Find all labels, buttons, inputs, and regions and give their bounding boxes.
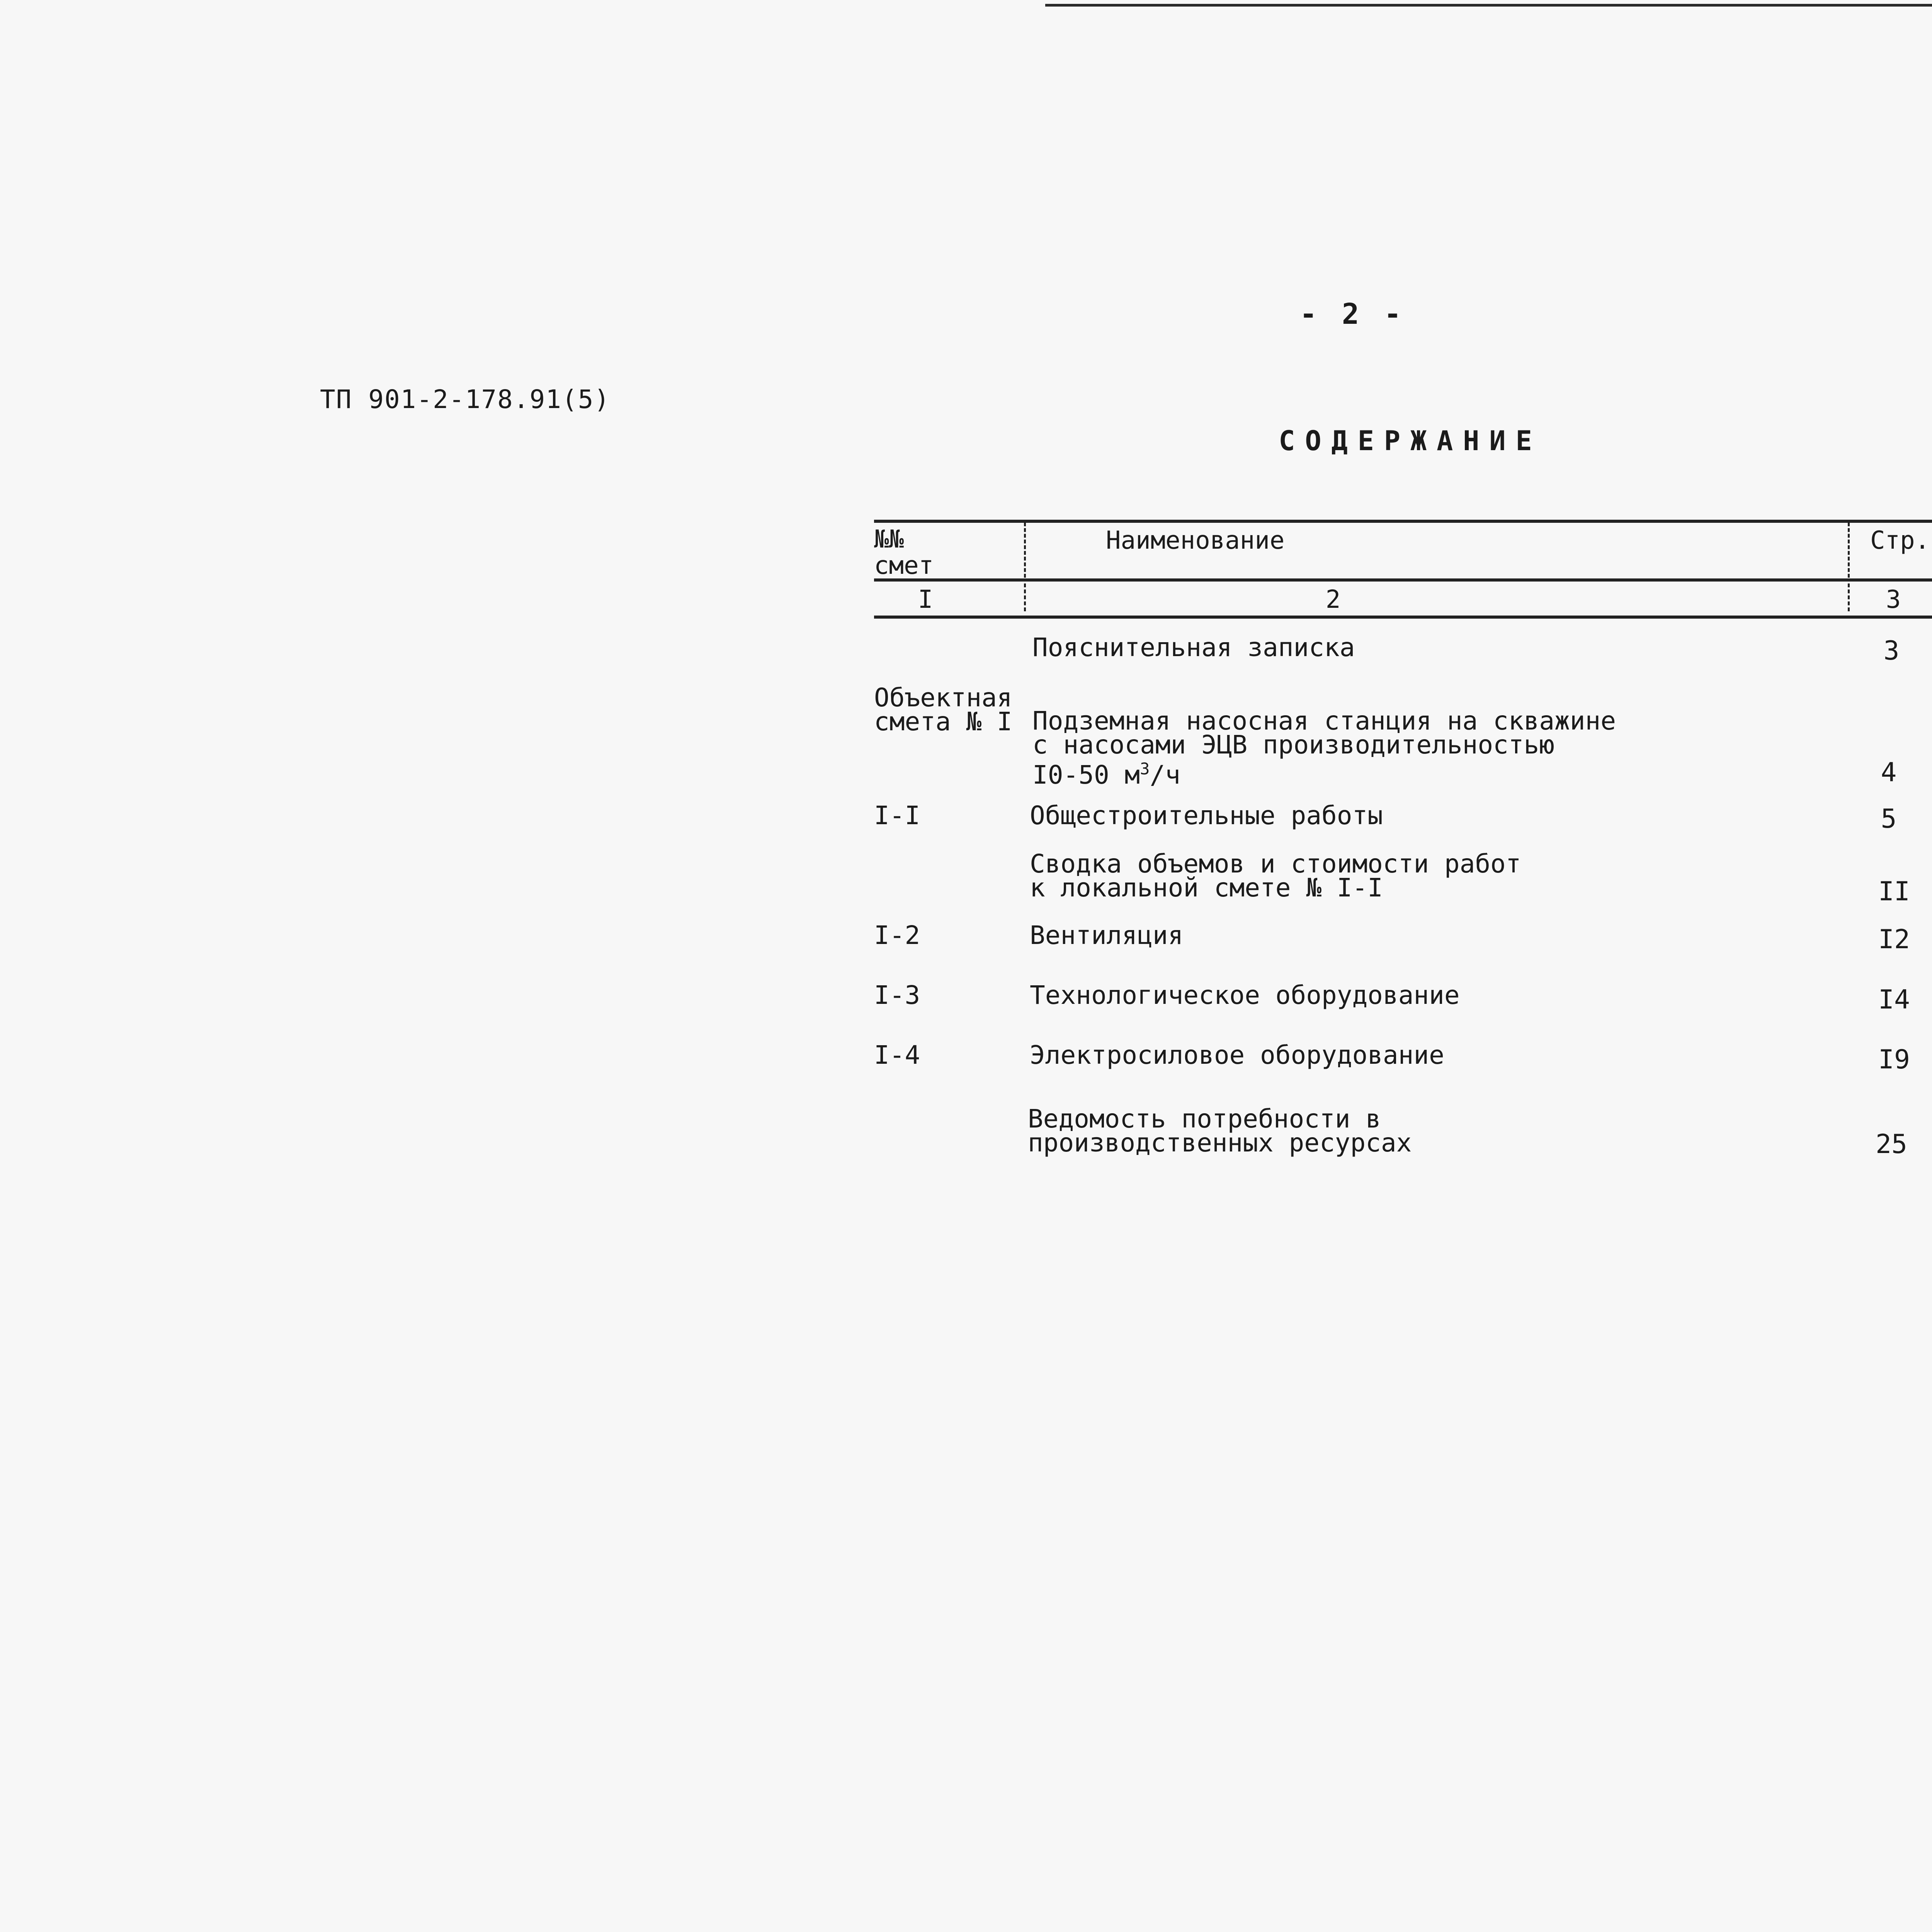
table-row-name: Вентиляция bbox=[1030, 920, 1184, 950]
column-header-number-line1: №№ bbox=[874, 525, 904, 554]
table-row-name: Ведомость потребности в производственных ресурсах bbox=[1028, 1104, 1412, 1158]
column-index-3: 3 bbox=[1886, 585, 1901, 614]
table-row-number: Объектная смета № I bbox=[874, 683, 1012, 736]
table-row-page: 5 bbox=[1881, 804, 1897, 834]
table-row-name: Сводка объемов и стоимости работ к локальной смете № I-I bbox=[1030, 849, 1521, 903]
column-index-2: 2 bbox=[1325, 585, 1341, 614]
table-row-name: Электросиловое оборудование bbox=[1030, 1040, 1444, 1070]
page-title: СОДЕРЖАНИЕ bbox=[1279, 425, 1542, 457]
table-row-number: I-I bbox=[874, 801, 920, 830]
column-index-1: I bbox=[918, 585, 933, 614]
column-header-number-line2: смет bbox=[874, 551, 934, 580]
column-separator bbox=[1848, 522, 1850, 578]
table-top-rule bbox=[874, 520, 1932, 523]
table-row-number: I-3 bbox=[874, 980, 920, 1010]
table-row-page: I9 bbox=[1878, 1044, 1910, 1075]
header-bottom-rule bbox=[874, 578, 1932, 582]
index-row-bottom-rule bbox=[874, 616, 1932, 619]
top-border-line bbox=[1045, 4, 1932, 7]
table-row-page: 25 bbox=[1876, 1129, 1907, 1160]
table-row-name: Подземная насосная станция на скважине с насосами ЭЦВ производительностью I0-50 $м^3/ч$ bbox=[1032, 706, 1616, 790]
table-row-number: I-2 bbox=[874, 920, 920, 950]
table-row-name: Технологическое оборудование bbox=[1030, 980, 1460, 1010]
column-separator bbox=[1848, 583, 1850, 611]
table-row-name: Общестроительные работы bbox=[1030, 801, 1383, 830]
table-row-number: I-4 bbox=[874, 1040, 920, 1070]
table-row-page: 4 bbox=[1881, 757, 1897, 788]
table-row-page: I4 bbox=[1878, 985, 1910, 1015]
column-separator bbox=[1024, 522, 1026, 578]
column-header-page: Стр. bbox=[1870, 526, 1930, 555]
page-number: - 2 - bbox=[1299, 298, 1405, 331]
column-header-number bbox=[874, 526, 934, 579]
table-row-page: I2 bbox=[1878, 924, 1910, 955]
column-header-name: Наименование bbox=[1106, 526, 1285, 555]
table-row-page: 3 bbox=[1883, 636, 1900, 666]
table-row-page: II bbox=[1878, 876, 1910, 907]
column-separator bbox=[1024, 583, 1026, 611]
table-row-name: Пояснительная записка bbox=[1032, 633, 1355, 662]
document-code: ТП 901-2-178.91(5) bbox=[320, 384, 611, 414]
